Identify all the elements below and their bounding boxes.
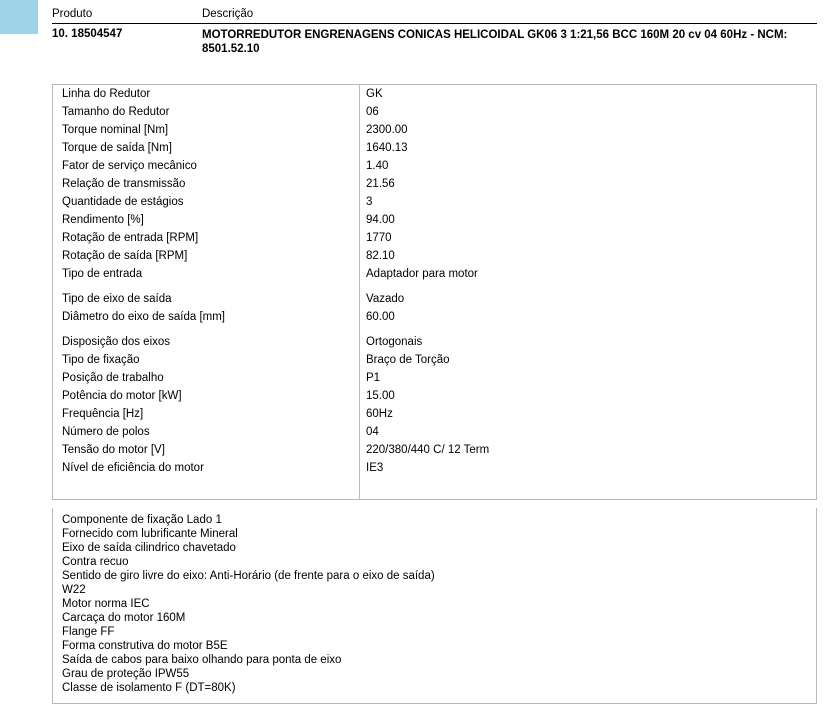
- spec-value: Ortogonais: [359, 333, 816, 351]
- table-row: [53, 405, 816, 423]
- table-row: [53, 333, 816, 351]
- list-item: Eixo de saída cilindrico chavetado: [62, 542, 236, 554]
- spec-label: Rendimento [%]: [62, 214, 144, 226]
- table-row: [53, 193, 816, 211]
- list-item: Forma construtiva do motor B5E: [62, 640, 228, 652]
- spec-value: Braço de Torção: [359, 351, 816, 369]
- column-header-produto: Produto: [52, 8, 93, 20]
- spec-label: Rotação de entrada [RPM]: [62, 232, 199, 244]
- spec-value: 3: [359, 193, 816, 211]
- table-row: [53, 139, 816, 157]
- spec-label: Rotação de saída [RPM]: [62, 250, 188, 262]
- spec-label: Quantidade de estágios: [62, 196, 184, 208]
- spec-value: 60Hz: [359, 405, 816, 423]
- spec-value: 82.10: [359, 247, 816, 265]
- list-item: W22: [62, 584, 86, 596]
- header-label-row: [52, 8, 817, 23]
- list-item: Classe de isolamento F (DT=80K): [62, 682, 236, 694]
- product-code: 10. 18504547: [52, 28, 123, 40]
- table-row: [53, 211, 816, 229]
- notes-block: [52, 508, 817, 704]
- spec-value: 220/380/440 C/ 12 Term: [359, 441, 816, 459]
- spec-value: IE3: [359, 459, 816, 477]
- list-item: Componente de fixação Lado 1: [62, 514, 222, 526]
- spec-label: Tipo de fixação: [62, 354, 140, 366]
- spec-label: Frequência [Hz]: [62, 408, 144, 420]
- list-item: Flange FF: [62, 626, 115, 638]
- spec-label: Potência do motor [kW]: [62, 390, 182, 402]
- spec-label: Nível de eficiência do motor: [62, 462, 204, 474]
- spec-label: Tipo de entrada: [62, 268, 143, 280]
- spec-label: Diâmetro do eixo de saída [mm]: [62, 311, 225, 323]
- list-item: Fornecido com lubrificante Mineral: [62, 528, 238, 540]
- specification-table: [52, 84, 817, 500]
- table-row: [53, 423, 816, 441]
- list-item: Contra recuo: [62, 556, 129, 568]
- group-separator: [53, 283, 816, 290]
- list-item: Grau de proteção IPW55: [62, 668, 190, 680]
- group-separator: [53, 326, 816, 333]
- spec-value: 06: [359, 103, 816, 121]
- spec-value: 1.40: [359, 157, 816, 175]
- table-footer-spacer: [53, 477, 816, 500]
- header-value-row: [52, 24, 817, 56]
- table-row: [53, 459, 816, 477]
- spec-label: Número de polos: [62, 426, 150, 438]
- column-header-descricao: Descrição: [202, 8, 254, 20]
- spec-label: Linha do Redutor: [62, 88, 151, 100]
- spec-label: Fator de serviço mecânico: [62, 160, 197, 172]
- list-item: Carcaça do motor 160M: [62, 612, 186, 624]
- spec-value: 2300.00: [359, 121, 816, 139]
- table-row: [53, 351, 816, 369]
- spec-label: Relação de transmissão: [62, 178, 186, 190]
- spec-label: Tensão do motor [V]: [62, 444, 165, 456]
- accent-block: [0, 0, 38, 34]
- table-row: [53, 308, 816, 326]
- table-row: [53, 387, 816, 405]
- spec-value: GK: [359, 85, 816, 103]
- table-row: [53, 85, 816, 103]
- spec-value: P1: [359, 369, 816, 387]
- spec-label: Tamanho do Redutor: [62, 106, 170, 118]
- table-row: [53, 175, 816, 193]
- spec-value: 15.00: [359, 387, 816, 405]
- spec-value: 60.00: [359, 308, 816, 326]
- spec-label: Torque de saída [Nm]: [62, 142, 172, 154]
- table-row: [53, 247, 816, 265]
- table-row: [53, 157, 816, 175]
- spec-value: 1770: [359, 229, 816, 247]
- table-row: [53, 290, 816, 308]
- spec-value: 21.56: [359, 175, 816, 193]
- list-item: Motor norma IEC: [62, 598, 150, 610]
- spec-label: Torque nominal [Nm]: [62, 124, 169, 136]
- table-row: [53, 121, 816, 139]
- list-item: Saída de cabos para baixo olhando para ponta de eixo: [62, 654, 342, 666]
- product-header: [52, 8, 817, 56]
- table-row: [53, 265, 816, 283]
- spec-value: 94.00: [359, 211, 816, 229]
- product-description: MOTORREDUTOR ENGRENAGENS CONICAS HELICOIDAL GK06 3 1:21,56 BCC 160M 20 cv 04 60Hz - NCM: 8501.52.10: [202, 29, 788, 56]
- table-row: [53, 103, 816, 121]
- table-row: [53, 369, 816, 387]
- spec-value: 1640.13: [359, 139, 816, 157]
- table-row: [53, 441, 816, 459]
- list-item: Sentido de giro livre do eixo: Anti-Horário (de frente para o eixo de saída): [62, 570, 435, 582]
- spec-value: Adaptador para motor: [359, 265, 816, 283]
- spec-value: 04: [359, 423, 816, 441]
- spec-label: Posição de trabalho: [62, 372, 164, 384]
- spec-label: Tipo de eixo de saída: [62, 293, 172, 305]
- spec-label: Disposição dos eixos: [62, 336, 171, 348]
- table-row: [53, 229, 816, 247]
- spec-value: Vazado: [359, 290, 816, 308]
